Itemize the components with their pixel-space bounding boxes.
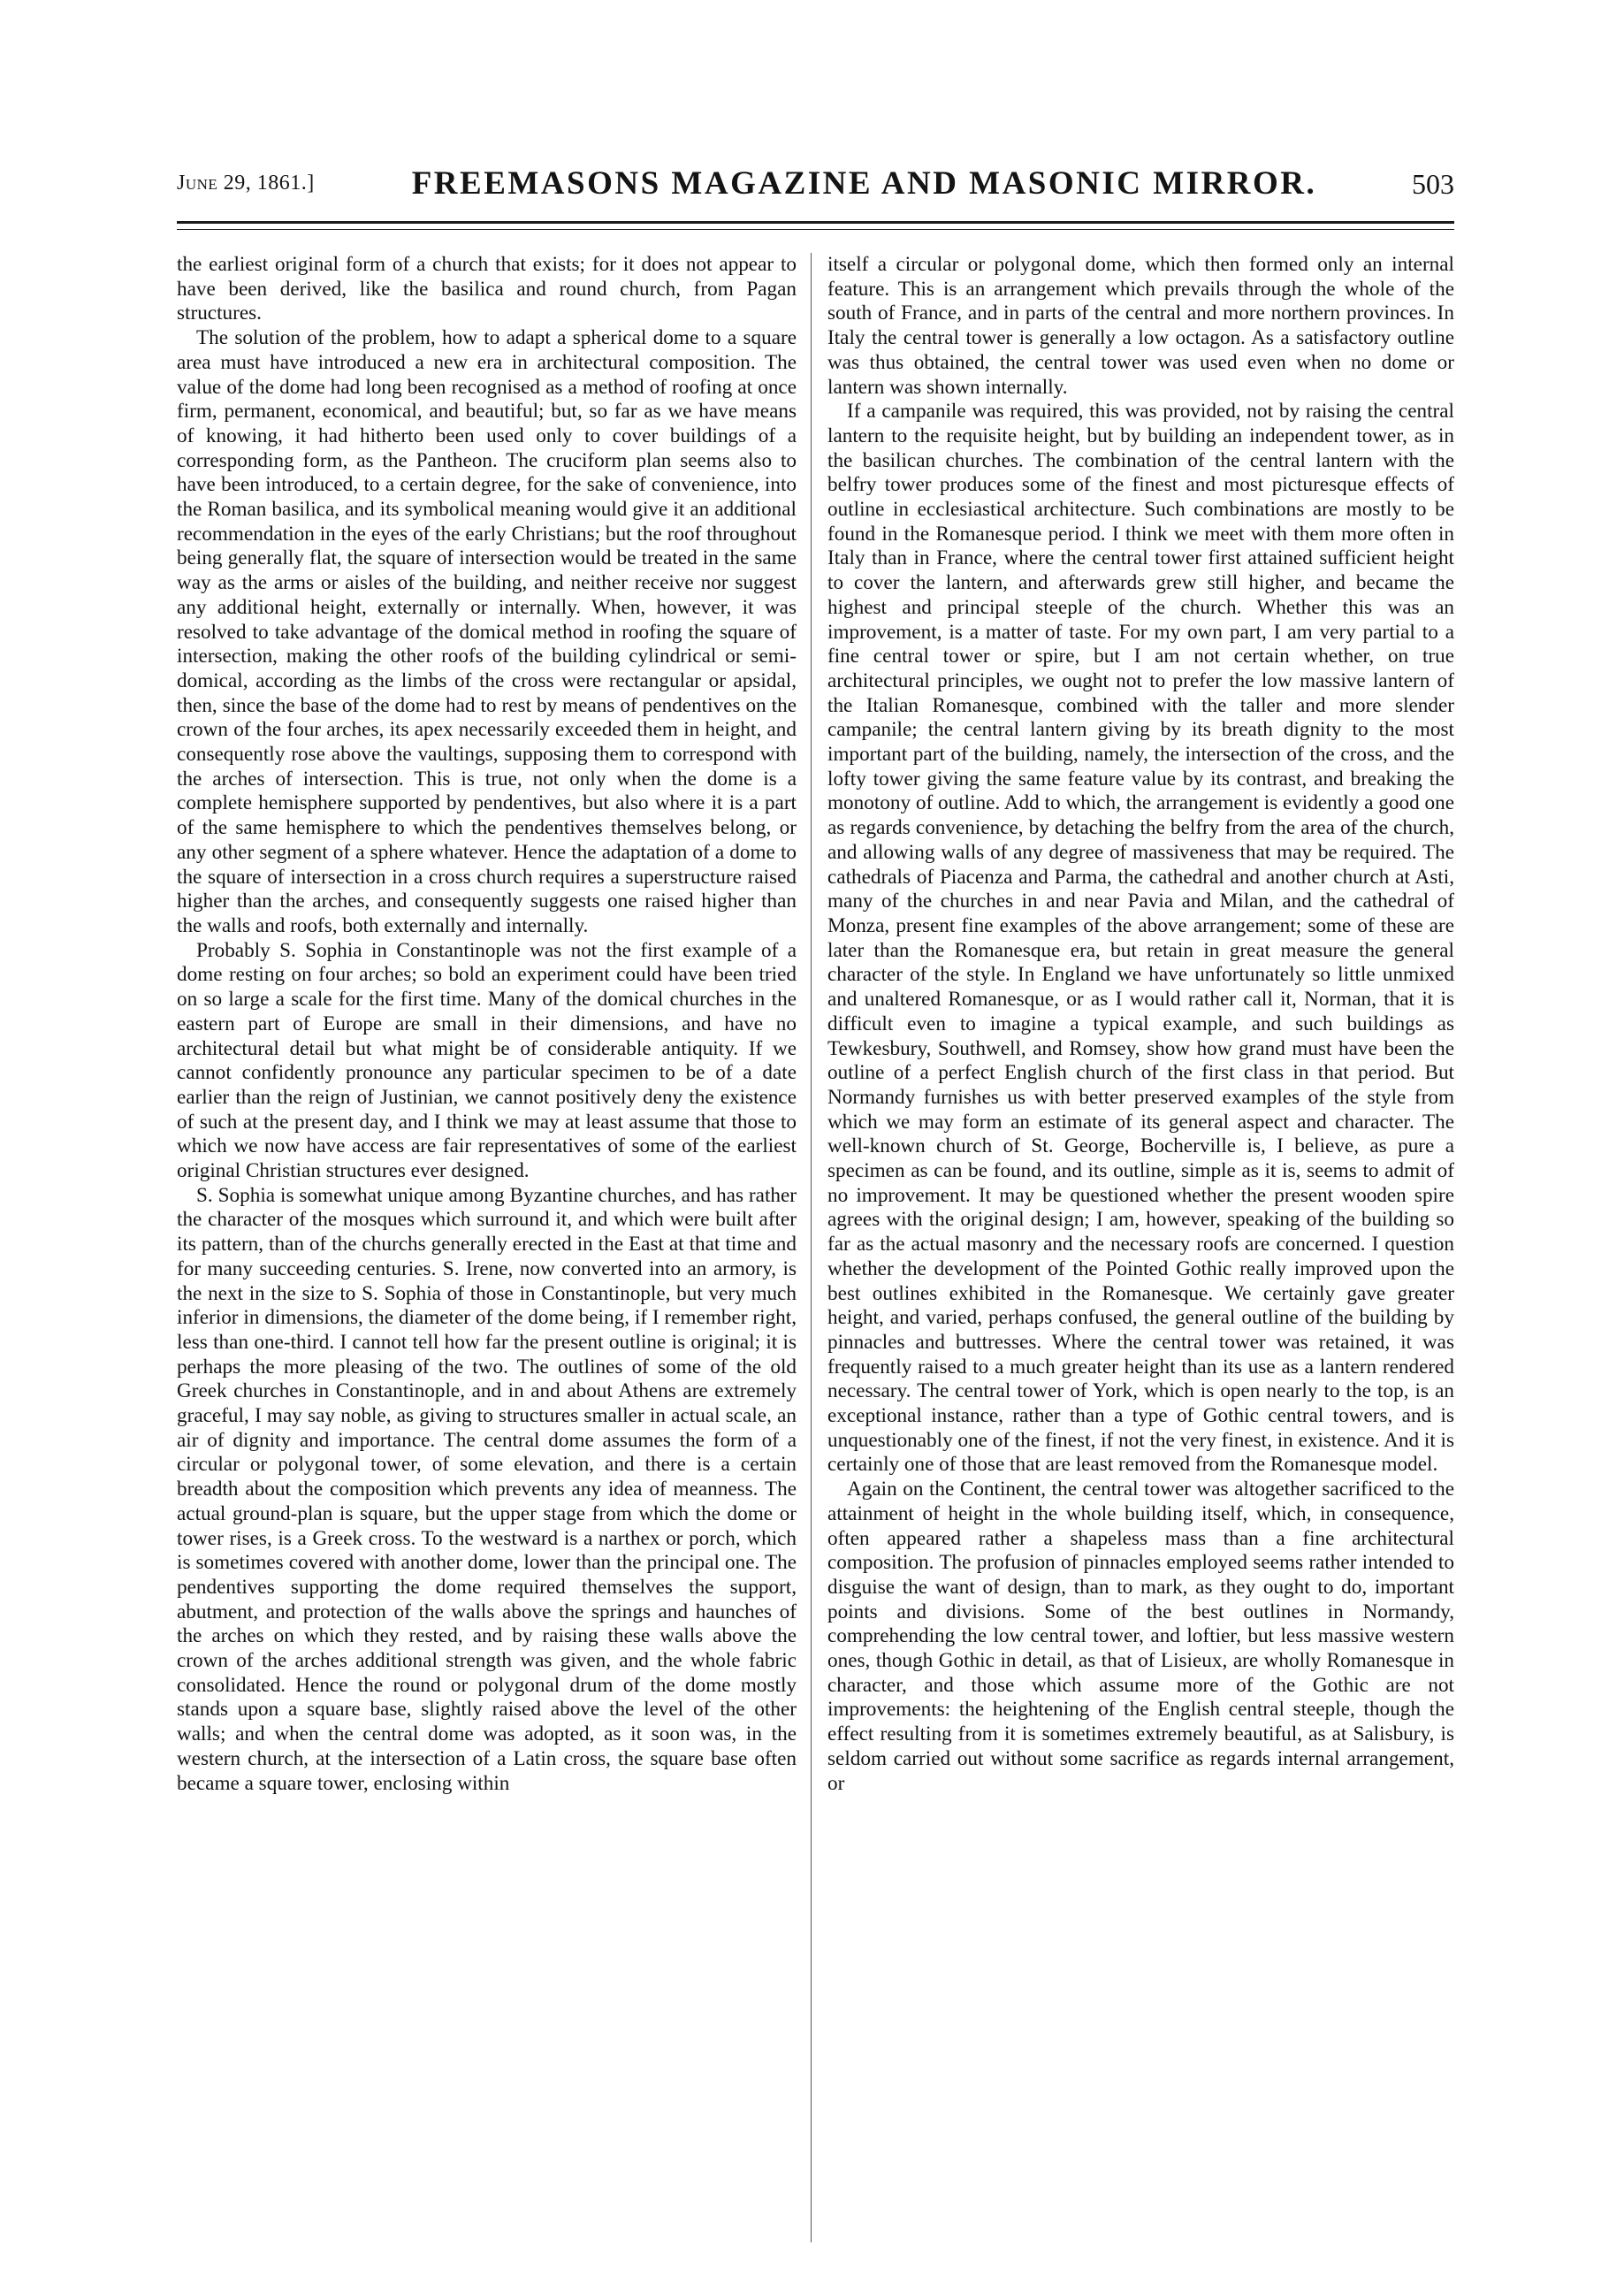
right-column — [827, 253, 1454, 2242]
right-paragraph-2: If a campanile was required, this was provided, not by raising the central lantern to the requisite height, but by building an independent tower, as in the basilican churches. The combination of the central lantern with the belfry tower produces some of the finest and most picturesque effects of outline in ecclesiastical architecture. Such combinations are mostly to be found in the Romanesque period. I think we meet with them more often in Italy than in France, where the central tower first attained sufficient height to cover the lantern, and afterwards grew still higher, and became the highest and principal steeple of the church. Whether this was an improvement, is a matter of taste. For my own part, I am very partial to a fine central tower or spire, but I am not certain whether, on true architectural principles, we ought not to prefer the low massive lantern of the Italian Romanesque, combined with the taller and more slender campanile; the central lantern giving by its breath dignity to the most important part of the building, namely, the intersection of the cross, and the lofty tower giving the same feature value by its contrast, and breaking the monotony of outline. Add to which, the arrangement is evidently a good one as regards convenience, by detaching the belfry from the area of the church, and allowing walls of any degree of massiveness that may be required. The cathedrals of Piacenza and Parma, the cathedral and another church at Asti, many of the churches in and near Pavia and Milan, and the cathedral of Monza, present fine examples of the above arrangement; some of these are later than the Romanesque era, but retain in great measure the general character of the style. In England we have unfortunately so little unmixed and unaltered Romanesque, or as I would rather call it, Norman, that it is difficult even to imagine a typical example, and such buildings as Tewkesbury, Southwell, and Romsey, show how grand must have been the outline of a perfect English church of the first class in that period. But Normandy furnishes us with better preserved examples of the style from which we may form an estimate of its general aspect and character. The well-known church of St. George, Bocherville is, I believe, as pure a specimen as can be found, and its outline, simple as it is, seems to admit of no improvement. It may be questioned whether the present wooden spire agrees with the original design; I am, however, speaking of the building so far as the actual masonry and the necessary roofs are concerned. I question whether the development of the Pointed Gothic really improved upon the best outlines exhibited in the Romanesque. We certainly gave greater height, and varied, perhaps confused, the general outline of the building by pinnacles and buttresses. Where the central tower was retained, it was frequently raised to a much greater height than its use as a lantern rendered necessary. The central tower of York, which is open nearly to the top, is an exceptional instance, rather than a type of Gothic central towers, and is unquestionably one of the finest, if not the very finest, in existence. And it is certainly one of those that are least removed from the Romanesque model. — [827, 400, 1454, 1477]
left-column — [177, 253, 797, 2242]
page-header — [177, 164, 1454, 209]
left-paragraph-4: S. Sophia is somewhat unique among Byzantine churches, and has rather the character of the mosques which surround it, and which were built after its pattern, than of the churchs generally erected in the East at that time and for many succeeding centuries. S. Irene, now converted into an armory, is the next in the size to S. Sophia of those in Constantinople, but very much inferior in dimensions, the diameter of the dome being, if I remember right, less than one-third. I cannot tell how far the present outline is original; it is perhaps the more pleasing of the two. The outlines of some of the old Greek churches in Constantinople, and in and about Athens are extremely graceful, I may say noble, as giving to structures smaller in actual scale, an air of dignity and importance. The central dome assumes the form of a circular or polygonal tower, of some elevation, and there is a certain breadth about the composition which prevents any idea of meanness. The actual ground-plan is square, but the upper stage from which the dome or tower rises, is a Greek cross. To the westward is a narthex or porch, which is sometimes covered with another dome, lower than the principal one. The pendentives supporting the dome required themselves the support, abutment, and protection of the walls above the springs and haunches of the arches on which they rested, and by raising these walls above the crown of the arches additional strength was given, and the whole fabric consolidated. Hence the round or polygonal drum of the dome mostly stands upon a square base, slightly raised above the level of the other walls; and when the central dome was adopted, as it soon was, in the western church, at the intersection of a Latin cross, the square base often became a square tower, enclosing within — [177, 1183, 797, 1795]
right-paragraph-3: Again on the Continent, the central tower was altogether sacrificed to the attainment of height in the whole building itself, which, in consequence, often appeared rather a shapeless mass than a fine architectural composition. The profusion of pinnacles employed seems rather intended to disguise the want of design, than to mark, as they ought to do, important points and divisions. Some of the best outlines in Normandy, comprehending the low central tower, and loftier, but less massive western ones, though Gothic in detail, as that of Lisieux, are wholly Romanesque in character, and those which assume more of the Gothic are not improvements: the heightening of the English central steeple, though the effect resulting from it is sometimes extremely beautiful, as at Salisbury, is seldom carried out without some sacrifice as regards internal arrangement, or — [827, 1478, 1454, 1795]
issue-date: June 29, 1861.] — [177, 172, 315, 195]
page-number: 503 — [1412, 168, 1454, 200]
header-rule-thick — [177, 221, 1454, 224]
right-paragraph-1: itself a circular or polygonal dome, which then formed only an internal feature. This is an arrangement which prevails through the whole of the south of France, and in parts of the central and more northern provinces. In Italy the central tower is generally a low octagon. As a satisfactory outline was thus obtained, the central tower was used even when no dome or lantern was shown internally. — [827, 253, 1454, 399]
left-paragraph-2: The solution of the problem, how to adapt a spherical dome to a square area must have introduced a new era in architectural composition. The value of the dome had long been recognised as a method of roofing at once firm, permanent, economical, and beautiful; but, so far as we have means of knowing, it had hitherto been used only to cover buildings of a corresponding form, as the Pantheon. The cruciform plan seems also to have been introduced, to a certain degree, for the sake of convenience, into the Roman basilica, and its symbolical meaning would give it an additional recommendation in the eyes of the early Christians; but the roof throughout being generally flat, the square of intersection would be treated in the same way as the arms or aisles of the building, and neither receive nor suggest any additional height, externally or internally. When, however, it was resolved to take advantage of the domical method in roofing the square of intersection, making the other roofs of the building cylindrical or semi-domical, according as the limbs of the cross were rectangular or apsidal, then, since the base of the dome had to rest by means of pendentives on the crown of the four arches, its apex necessarily exceeded them in height, and consequently rose above the vaultings, supposing them to correspond with the arches of intersection. This is true, not only when the dome is a complete hemisphere supported by pendentives, but also where it is a part of the same hemisphere to which the pendentives themselves belong, or any other segment of a sphere whatever. Hence the adaptation of a dome to the square of intersection in a cross church requires a superstructure raised higher than the arches, and consequently suggests one raised higher than the walls and roofs, both externally and internally. — [177, 326, 797, 937]
left-paragraph-1: the earliest original form of a church that exists; for it does not appear to have been derived, like the basilica and round church, from Pagan structures. — [177, 253, 797, 325]
left-paragraph-3: Probably S. Sophia in Constantinople was not the first example of a dome resting on four arches; so bold an experiment could have been tried on so large a scale for the first time. Many of the domical churches in the eastern part of Europe are small in their dimensions, and have no architectural detail but what might be of considerable antiquity. If we cannot confidently pronounce any particular specimen to be of a date earlier than the reign of Justinian, we cannot positively deny the existence of such at the present day, and I think we may at least assume that those to which we now have access are fair representatives of some of the earliest original Christian structures ever designed. — [177, 938, 797, 1183]
masthead-title: FREEMASONS MAGAZINE AND MASONIC MIRROR. — [411, 165, 1317, 202]
column-divider — [811, 253, 812, 2242]
header-rule-thin — [177, 229, 1454, 230]
